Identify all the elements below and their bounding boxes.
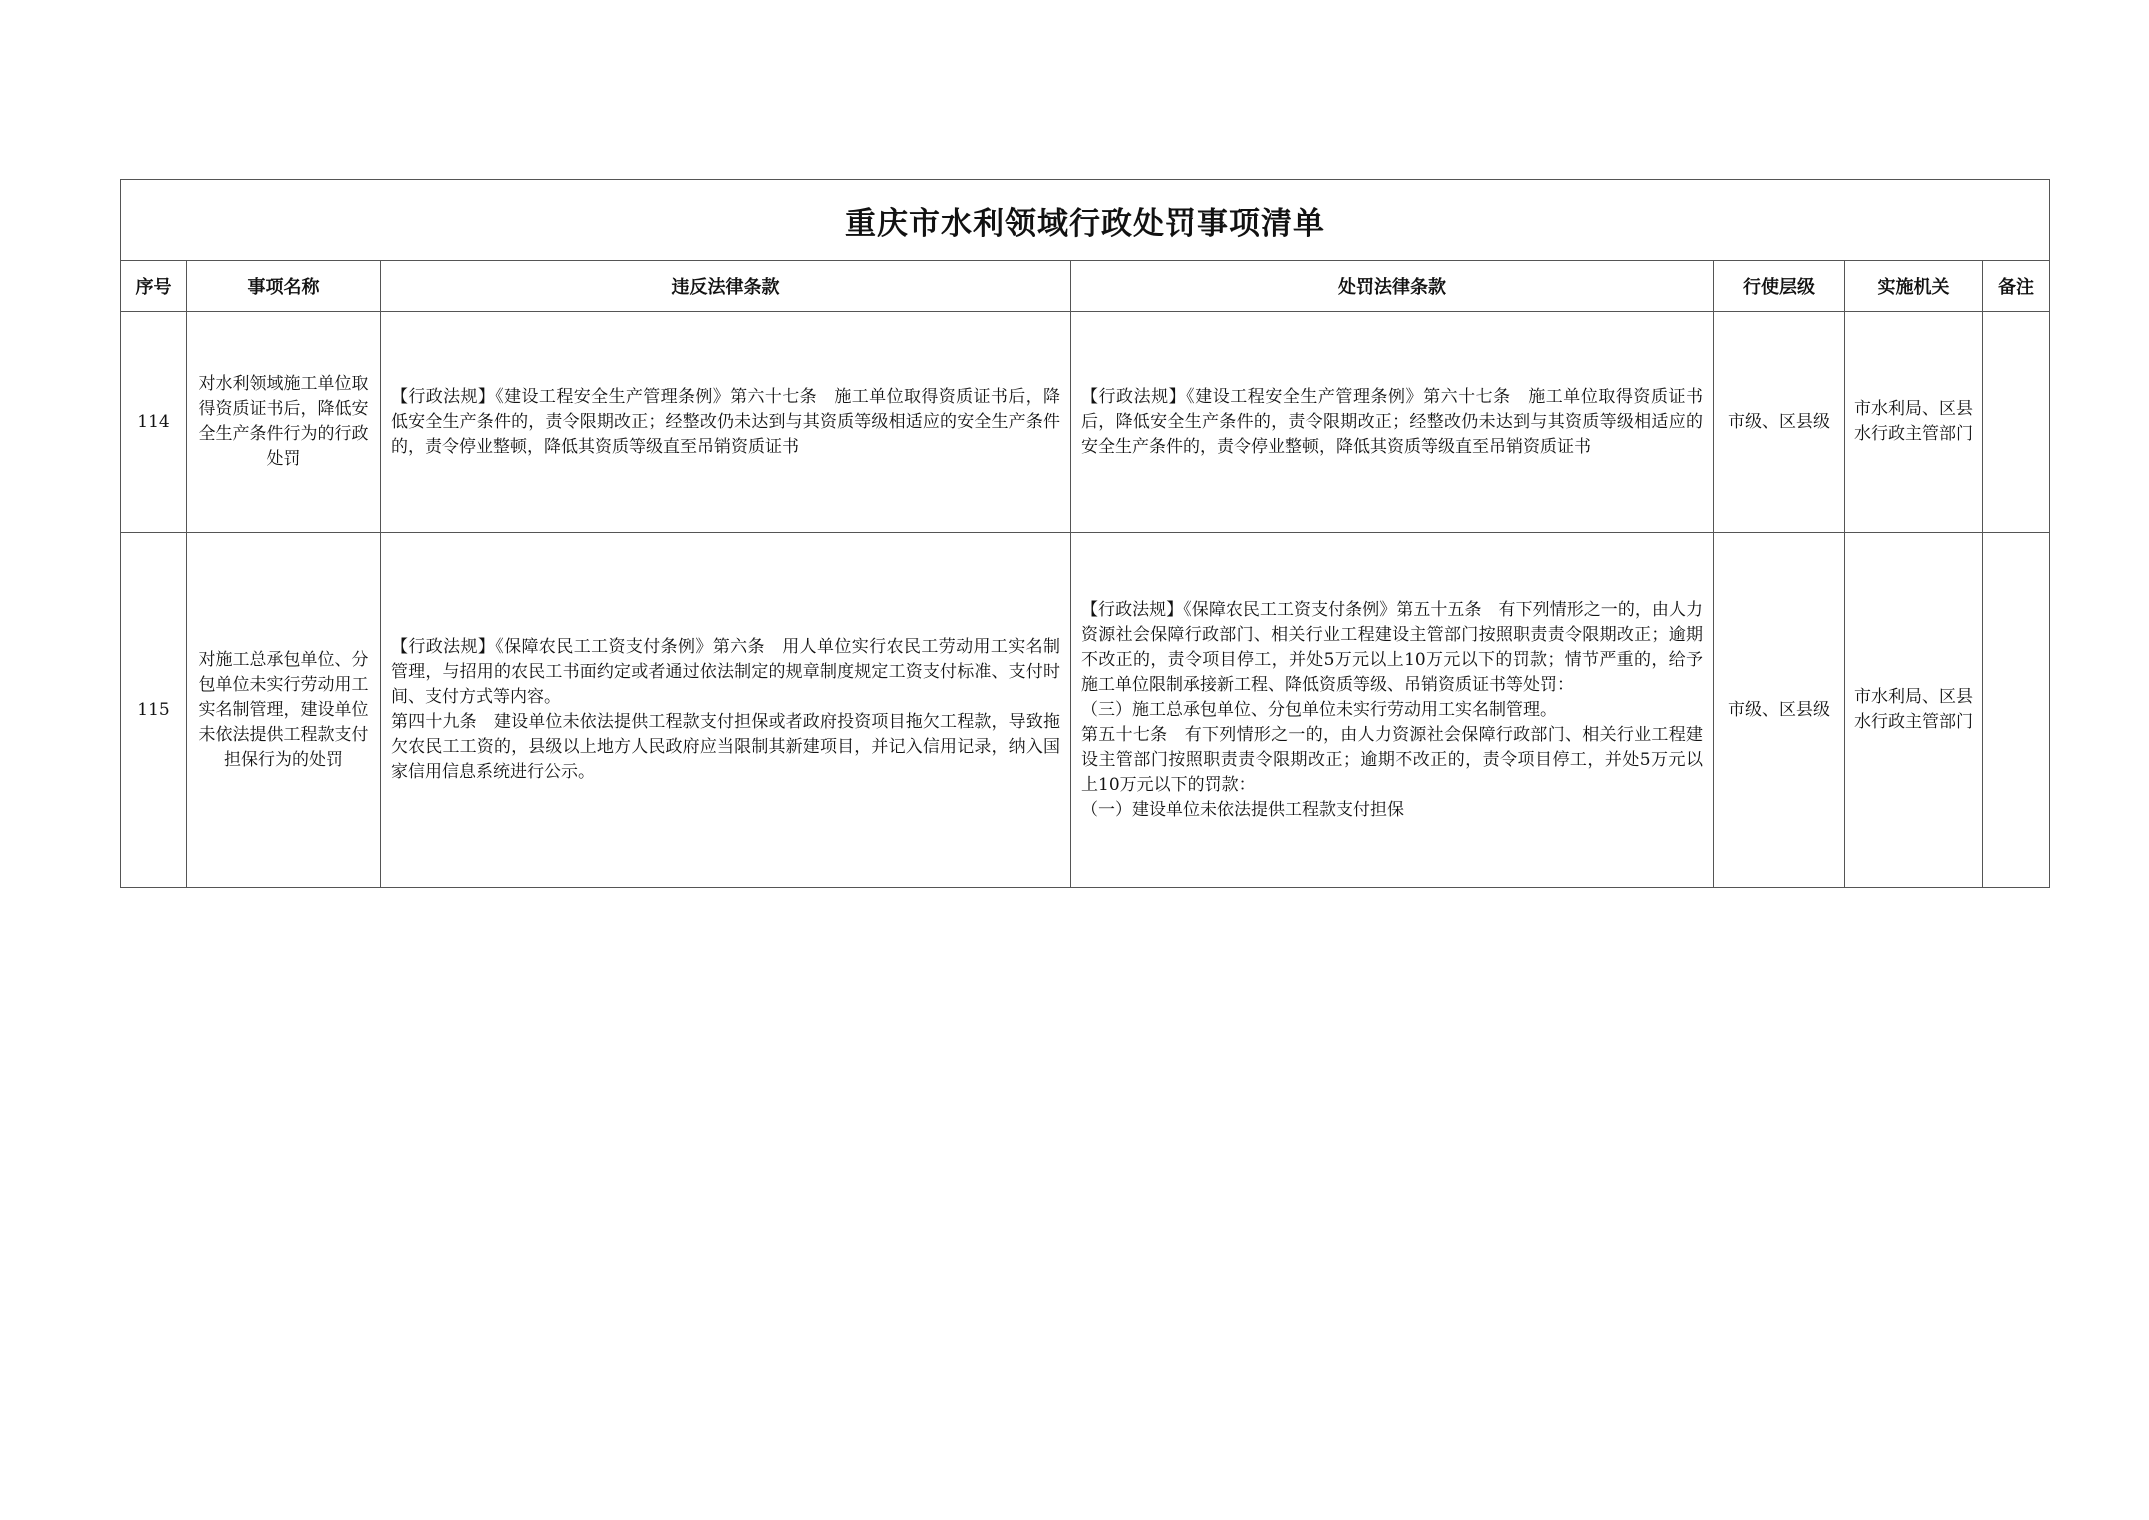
row-violation-clause: [381, 533, 1071, 888]
penalty-paragraph: （一）建设单位未依法提供工程款支付担保: [1081, 799, 1404, 820]
row-penalty-clause: [1071, 312, 1714, 533]
penalty-paragraph: 第五十七条 有下列情形之一的，由人力资源社会保障行政部门、相关行业工程建设主管部门按照职责责令限期改正；逾期不改正的，责令项目停工，并处5万元以上10万元以下的罚款：: [1081, 724, 1703, 795]
row-item-name: 对水利领域施工单位取得资质证书后，降低安全生产条件行为的行政处罚: [187, 312, 381, 533]
row-seq: 114: [121, 312, 187, 533]
row-exercise-level: 市级、区县级: [1714, 312, 1845, 533]
row-implementing-agency: 市水利局、区县水行政主管部门: [1845, 312, 1983, 533]
row-exercise-level: 市级、区县级: [1714, 533, 1845, 888]
penalty-list-table-wrapper: [120, 179, 2049, 888]
row-penalty-clause: [1071, 533, 1714, 888]
header-exercise-level: 行使层级: [1714, 261, 1845, 312]
header-item-name: 事项名称: [187, 261, 381, 312]
penalty-paragraph: 【行政法规】《保障农民工工资支付条例》第五十五条 有下列情形之一的，由人力资源社会保障行政部门、相关行业工程建设主管部门按照职责责令限期改正；逾期不改正的，责令项目停工，并处5万元以上10万元以下的罚款；情节严重的，给予施工单位限制承接新工程、降低资质等级、吊销资质证书等处罚：: [1081, 599, 1703, 695]
violation-paragraph: 【行政法规】《保障农民工工资支付条例》第六条 用人单位实行农民工劳动用工实名制管理，与招用的农民工书面约定或者通过依法制定的规章制度规定工资支付标准、支付时间、支付方式等内容。: [391, 637, 1060, 707]
title-row: [121, 180, 2050, 261]
penalty-paragraph: （三）施工总承包单位、分包单位未实行劳动用工实名制管理。: [1081, 699, 1557, 720]
header-row: [121, 261, 2050, 312]
row-remark: [1983, 312, 2050, 533]
penalty-paragraph: 【行政法规】《建设工程安全生产管理条例》第六十七条 施工单位取得资质证书后，降低安全生产条件的，责令限期改正；经整改仍未达到与其资质等级相适应的安全生产条件的，责令停业整顿，降低其资质等级直至吊销资质证书: [1081, 386, 1703, 457]
header-violation-clause: 违反法律条款: [381, 261, 1071, 312]
row-item-name: 对施工总承包单位、分包单位未实行劳动用工实名制管理，建设单位未依法提供工程款支付担保行为的处罚: [187, 533, 381, 888]
table-title: 重庆市水利领域行政处罚事项清单: [121, 180, 2050, 261]
violation-paragraph: 【行政法规】《建设工程安全生产管理条例》第六十七条 施工单位取得资质证书后，降低安全生产条件的，责令限期改正；经整改仍未达到与其资质等级相适应的安全生产条件的，责令停业整顿，降低其资质等级直至吊销资质证书: [391, 386, 1060, 457]
header-penalty-clause: 处罚法律条款: [1071, 261, 1714, 312]
header-seq: 序号: [121, 261, 187, 312]
row-implementing-agency: 市水利局、区县水行政主管部门: [1845, 533, 1983, 888]
table-row: [121, 312, 2050, 533]
header-implementing-agency: 实施机关: [1845, 261, 1983, 312]
row-seq: 115: [121, 533, 187, 888]
penalty-list-table: [120, 179, 2050, 888]
row-violation-clause: [381, 312, 1071, 533]
header-remark: 备注: [1983, 261, 2050, 312]
table-row: [121, 533, 2050, 888]
violation-paragraph: 第四十九条 建设单位未依法提供工程款支付担保或者政府投资项目拖欠工程款，导致拖欠农民工工资的，县级以上地方人民政府应当限制其新建项目，并记入信用记录，纳入国家信用信息系统进行公示。: [391, 712, 1060, 782]
row-remark: [1983, 533, 2050, 888]
